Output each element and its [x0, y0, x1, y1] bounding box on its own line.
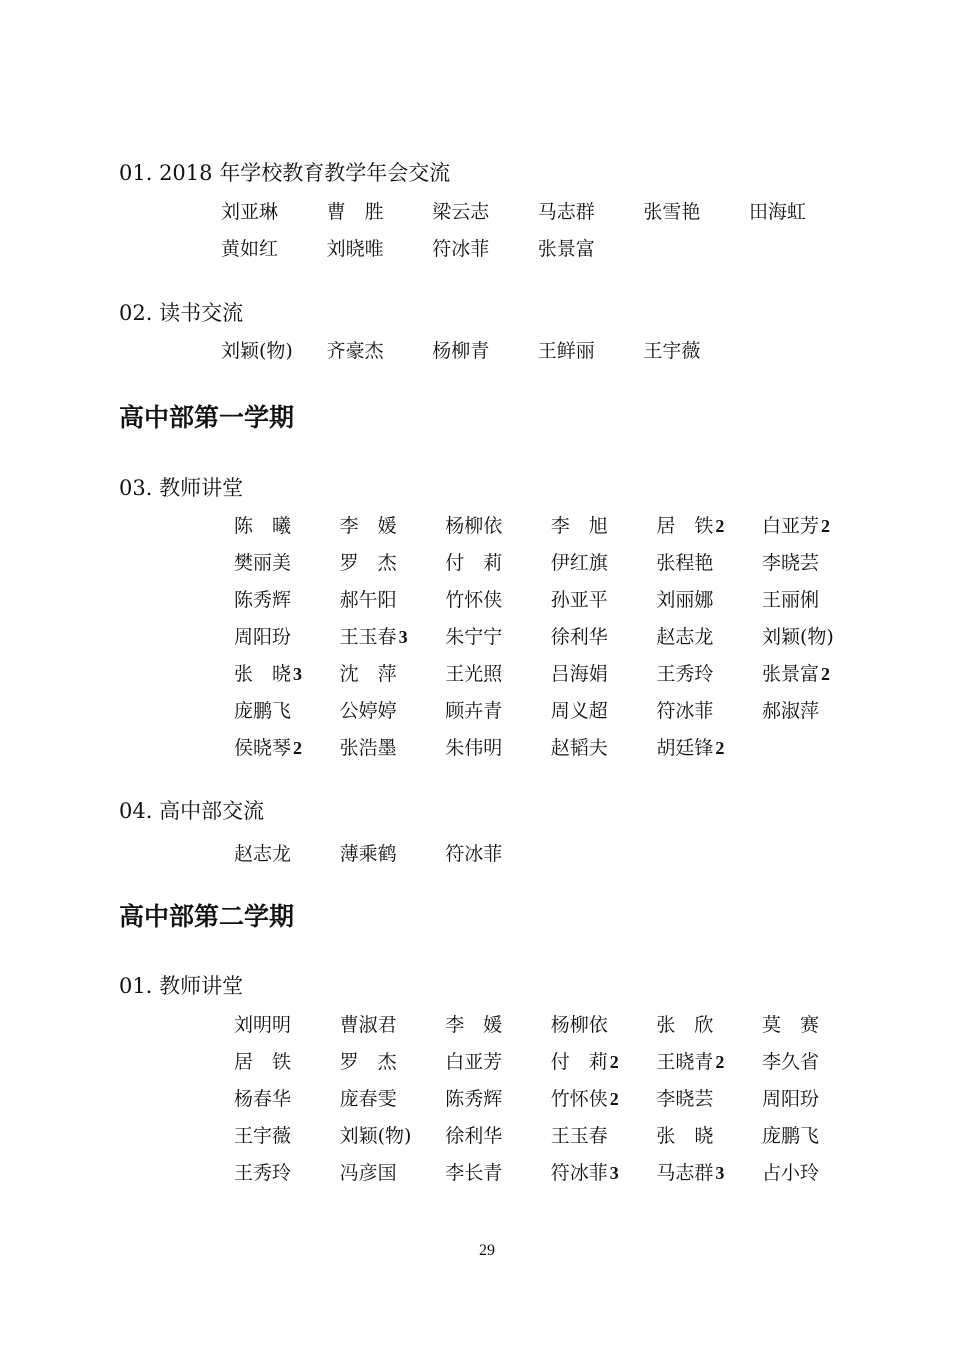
name-cell [762, 693, 868, 730]
person-name: 刘明明 [234, 1014, 292, 1036]
person-name: 王宇薇 [234, 1125, 292, 1147]
person-name: 杨柳依 [445, 515, 503, 537]
person-name: 杨柳依 [550, 1014, 608, 1036]
person-name: 赵志龙 [234, 843, 292, 865]
person-name: 顾卉青 [445, 700, 503, 722]
name-cell [445, 656, 551, 693]
name-cell [234, 582, 340, 619]
person-name: 曹淑君 [339, 1014, 397, 1036]
name-cell [538, 333, 644, 370]
name-cell [762, 619, 868, 656]
person-name: 王秀玲 [656, 663, 714, 685]
name-cell [445, 1155, 551, 1192]
person-name: 付 莉 [445, 552, 503, 574]
person-name: 马志群 [656, 1162, 714, 1184]
person-name: 庞春雯 [339, 1088, 397, 1110]
person-name: 张 晓 [234, 663, 292, 685]
name-cell [340, 508, 446, 545]
name-cell [234, 656, 340, 693]
name-cell [340, 1044, 446, 1081]
name-list-teacher-lecture-1 [234, 508, 874, 767]
name-cell [340, 693, 446, 730]
name-cell [234, 1081, 340, 1118]
person-name: 刘颖(物) [339, 1125, 412, 1147]
name-cell [234, 1155, 340, 1192]
person-name: 王晓青 [656, 1051, 714, 1073]
person-name: 陈秀辉 [234, 589, 292, 611]
section-title-reading-exchange: 02. 读书交流 [119, 301, 244, 325]
section-title-annual-meeting: 01. 2018 年学校教育教学年会交流 [119, 161, 451, 185]
count-mark: 2 [293, 738, 303, 758]
person-name: 周阳玢 [761, 1088, 819, 1110]
person-name: 郝淑萍 [761, 700, 819, 722]
name-cell [432, 333, 538, 370]
name-cell [445, 619, 551, 656]
name-cell [221, 333, 327, 370]
person-name: 徐利华 [445, 1125, 503, 1147]
name-cell [445, 508, 551, 545]
person-name: 罗 杰 [339, 1051, 397, 1073]
person-name: 吕海娟 [550, 663, 608, 685]
name-cell [762, 545, 868, 582]
name-cell [551, 508, 657, 545]
name-cell [656, 508, 762, 545]
count-mark: 3 [293, 664, 303, 684]
name-cell [551, 693, 657, 730]
name-cell [656, 1081, 762, 1118]
person-name: 李 媛 [445, 1014, 503, 1036]
person-name: 符冰菲 [656, 700, 714, 722]
name-cell [762, 1044, 868, 1081]
name-cell [234, 1044, 340, 1081]
person-name: 朱伟明 [445, 737, 503, 759]
name-cell [327, 194, 433, 231]
name-cell [538, 231, 644, 268]
name-cell [445, 693, 551, 730]
person-name: 冯彦国 [339, 1162, 397, 1184]
name-cell [445, 1118, 551, 1155]
name-cell [445, 1081, 551, 1118]
person-name: 罗 杰 [339, 552, 397, 574]
person-name: 白亚芳 [445, 1051, 503, 1073]
person-name: 刘丽娜 [656, 589, 714, 611]
person-name: 孙亚平 [550, 589, 608, 611]
person-name: 周阳玢 [234, 626, 292, 648]
name-cell [551, 730, 657, 767]
name-cell [656, 730, 762, 767]
person-name: 王玉春 [550, 1125, 608, 1147]
person-name: 张景富 [537, 238, 595, 260]
count-mark: 2 [820, 664, 830, 684]
name-cell [656, 693, 762, 730]
person-name: 刘颖(物) [221, 340, 293, 362]
name-cell [221, 231, 327, 268]
name-cell [221, 194, 327, 231]
name-cell [762, 656, 868, 693]
person-name: 庞鹏飞 [761, 1125, 819, 1147]
name-cell [234, 1007, 340, 1044]
name-cell [340, 1118, 446, 1155]
name-cell [234, 545, 340, 582]
person-name: 符冰菲 [550, 1162, 608, 1184]
person-name: 侯晓琴 [234, 737, 292, 759]
name-cell [234, 836, 340, 873]
name-cell [749, 194, 855, 231]
name-cell [340, 836, 446, 873]
name-cell [656, 656, 762, 693]
name-cell [340, 582, 446, 619]
person-name: 周义超 [550, 700, 608, 722]
name-list-senior-exchange [234, 836, 874, 873]
person-name: 刘颖(物) [761, 626, 834, 648]
name-cell [445, 836, 551, 873]
person-name: 王丽俐 [761, 589, 819, 611]
person-name: 赵志龙 [656, 626, 714, 648]
name-cell [340, 545, 446, 582]
person-name: 黄如红 [221, 238, 279, 260]
person-name: 赵韬夫 [550, 737, 608, 759]
person-name: 郝午阳 [339, 589, 397, 611]
person-name: 陈秀辉 [445, 1088, 503, 1110]
name-cell [551, 1118, 657, 1155]
person-name: 李 旭 [550, 515, 608, 537]
person-name: 胡廷锋 [656, 737, 714, 759]
person-name: 李长青 [445, 1162, 503, 1184]
person-name: 张程艳 [656, 552, 714, 574]
name-cell [656, 545, 762, 582]
person-name: 王宇薇 [643, 340, 701, 362]
person-name: 张浩墨 [339, 737, 397, 759]
section-title-teacher-lecture-1: 03. 教师讲堂 [119, 476, 244, 500]
name-cell [762, 508, 868, 545]
name-cell [762, 582, 868, 619]
name-cell [551, 1155, 657, 1192]
person-name: 李晓芸 [656, 1088, 714, 1110]
count-mark: 2 [715, 1052, 725, 1072]
name-cell [234, 1118, 340, 1155]
name-cell [551, 1081, 657, 1118]
person-name: 张 晓 [656, 1125, 714, 1147]
person-name: 马志群 [537, 201, 595, 223]
person-name: 沈 萍 [339, 663, 397, 685]
person-name: 符冰菲 [432, 238, 490, 260]
person-name: 徐利华 [550, 626, 608, 648]
name-cell [643, 333, 749, 370]
name-cell [340, 1007, 446, 1044]
person-name: 陈 曦 [234, 515, 292, 537]
person-name: 张雪艳 [643, 201, 701, 223]
count-mark: 3 [398, 627, 408, 647]
name-cell [656, 1044, 762, 1081]
name-cell [762, 1007, 868, 1044]
name-cell [340, 730, 446, 767]
person-name: 占小玲 [761, 1162, 819, 1184]
name-cell [340, 1155, 446, 1192]
page-number: 29 [479, 1242, 495, 1259]
person-name: 竹怀侠 [445, 589, 503, 611]
person-name: 付 莉 [550, 1051, 608, 1073]
person-name: 杨春华 [234, 1088, 292, 1110]
count-mark: 2 [715, 516, 725, 536]
name-list-reading-exchange [221, 333, 861, 370]
name-cell [656, 1155, 762, 1192]
name-cell [551, 545, 657, 582]
name-cell [656, 582, 762, 619]
count-mark: 2 [820, 516, 830, 536]
person-name: 王玉春 [339, 626, 397, 648]
person-name: 薄乘鹤 [339, 843, 397, 865]
section-title-senior-exchange: 04. 高中部交流 [119, 799, 265, 823]
person-name: 樊丽美 [234, 552, 292, 574]
name-cell [234, 508, 340, 545]
person-name: 伊红旗 [550, 552, 608, 574]
person-name: 王光照 [445, 663, 503, 685]
heading-second-semester: 高中部第二学期 [119, 902, 295, 931]
person-name: 张 欣 [656, 1014, 714, 1036]
person-name: 张景富 [761, 663, 819, 685]
name-cell [538, 194, 644, 231]
person-name: 居 铁 [234, 1051, 292, 1073]
name-cell [432, 194, 538, 231]
name-cell [432, 231, 538, 268]
person-name: 刘晓唯 [326, 238, 384, 260]
person-name: 竹怀侠 [550, 1088, 608, 1110]
count-mark: 3 [609, 1163, 619, 1183]
name-cell [445, 582, 551, 619]
person-name: 王鲜丽 [537, 340, 595, 362]
person-name: 梁云志 [432, 201, 490, 223]
person-name: 曹 胜 [326, 201, 384, 223]
section-title-teacher-lecture-2: 01. 教师讲堂 [119, 974, 244, 998]
name-cell [340, 619, 446, 656]
person-name: 齐豪杰 [326, 340, 384, 362]
name-cell [234, 693, 340, 730]
person-name: 李 媛 [339, 515, 397, 537]
person-name: 王秀玲 [234, 1162, 292, 1184]
name-cell [340, 656, 446, 693]
name-list-annual-meeting [221, 194, 861, 268]
person-name: 庞鹏飞 [234, 700, 292, 722]
name-cell [445, 1044, 551, 1081]
name-cell [445, 1007, 551, 1044]
count-mark: 2 [609, 1089, 619, 1109]
person-name: 杨柳青 [432, 340, 490, 362]
count-mark: 3 [715, 1163, 725, 1183]
name-cell [445, 730, 551, 767]
count-mark: 2 [715, 738, 725, 758]
name-cell [327, 333, 433, 370]
person-name: 李久省 [761, 1051, 819, 1073]
name-cell [551, 1044, 657, 1081]
count-mark: 2 [609, 1052, 619, 1072]
name-cell [551, 656, 657, 693]
heading-first-semester: 高中部第一学期 [119, 403, 295, 432]
person-name: 白亚芳 [761, 515, 819, 537]
person-name: 公婷婷 [339, 700, 397, 722]
person-name: 居 铁 [656, 515, 714, 537]
person-name: 莫 赛 [761, 1014, 819, 1036]
name-cell [656, 1118, 762, 1155]
name-cell [551, 1007, 657, 1044]
name-cell [762, 1155, 868, 1192]
person-name: 符冰菲 [445, 843, 503, 865]
name-cell [340, 1081, 446, 1118]
name-cell [656, 1007, 762, 1044]
person-name: 朱宁宁 [445, 626, 503, 648]
name-cell [762, 1081, 868, 1118]
person-name: 李晓芸 [761, 552, 819, 574]
name-cell [643, 194, 749, 231]
name-cell [327, 231, 433, 268]
person-name: 田海虹 [748, 201, 806, 223]
name-cell [762, 1118, 868, 1155]
name-list-teacher-lecture-2 [234, 1007, 874, 1192]
person-name: 刘亚琳 [221, 201, 279, 223]
name-cell [234, 730, 340, 767]
name-cell [656, 619, 762, 656]
name-cell [551, 619, 657, 656]
name-cell [234, 619, 340, 656]
name-cell [551, 582, 657, 619]
name-cell [445, 545, 551, 582]
